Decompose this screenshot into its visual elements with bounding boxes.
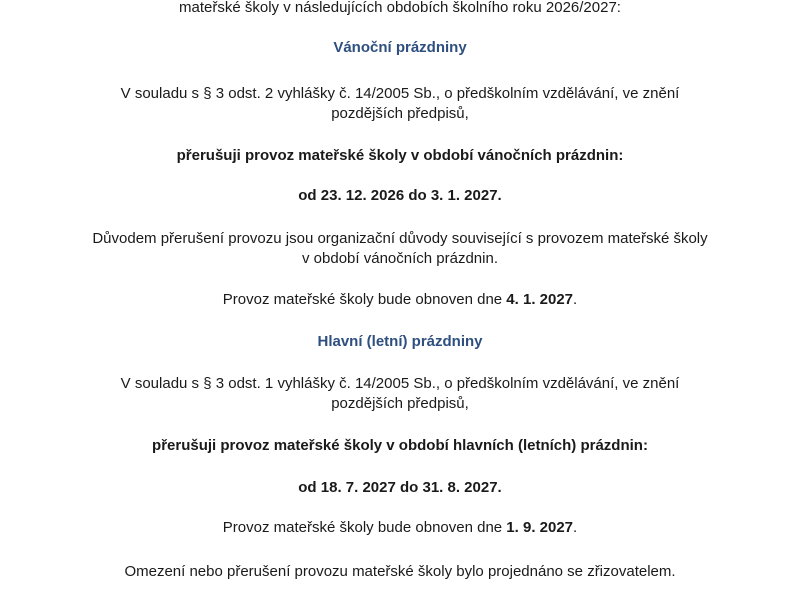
- summer-legal-line2: pozdějších předpisů,: [331, 395, 469, 412]
- christmas-interrupt-statement: přerušuji provoz mateřské školy v období vánočních prázdnin:: [176, 147, 624, 164]
- summer-interrupt-statement: přerušuji provoz mateřské školy v období hlavních (letních) prázdnin:: [152, 437, 648, 454]
- summer-legal-line1: V souladu s § 3 odst. 1 vyhlášky č. 14/2005 Sb., o předškolním vzdělávání, ve znění: [120, 375, 680, 392]
- summer-resume-prefix: Provoz mateřské školy bude obnoven dne: [222, 519, 507, 536]
- christmas-period: od 23. 12. 2026 do 3. 1. 2027.: [298, 187, 502, 204]
- christmas-heading: Vánoční prázdniny: [333, 39, 467, 56]
- christmas-reason-line2: v období vánočních prázdnin.: [302, 250, 498, 267]
- summer-period: od 18. 7. 2027 do 31. 8. 2027.: [298, 479, 502, 496]
- christmas-resume-prefix: Provoz mateřské školy bude obnoven dne: [222, 291, 507, 308]
- christmas-resume-suffix: .: [573, 291, 578, 308]
- christmas-resume-date: 4. 1. 2027: [506, 291, 574, 308]
- summer-resume-date: 1. 9. 2027: [506, 519, 574, 536]
- christmas-legal-line2: pozdějších předpisů,: [331, 105, 469, 122]
- christmas-reason-line1: Důvodem přerušení provozu jsou organizační důvody související s provozem mateřské školy: [92, 230, 708, 247]
- christmas-legal-line1: V souladu s § 3 odst. 2 vyhlášky č. 14/2005 Sb., o předškolním vzdělávání, ve znění: [120, 85, 680, 102]
- footer-note: Omezení nebo přerušení provozu mateřské školy bylo projednáno se zřizovatelem.: [124, 563, 676, 580]
- intro-text: mateřské školy v následujících obdobích školního roku 2026/2027:: [179, 0, 621, 16]
- summer-resume-suffix: .: [573, 519, 578, 536]
- summer-resume-line: [0, 518, 800, 538]
- christmas-resume-line: [0, 290, 800, 310]
- summer-heading: Hlavní (letní) prázdniny: [317, 333, 483, 350]
